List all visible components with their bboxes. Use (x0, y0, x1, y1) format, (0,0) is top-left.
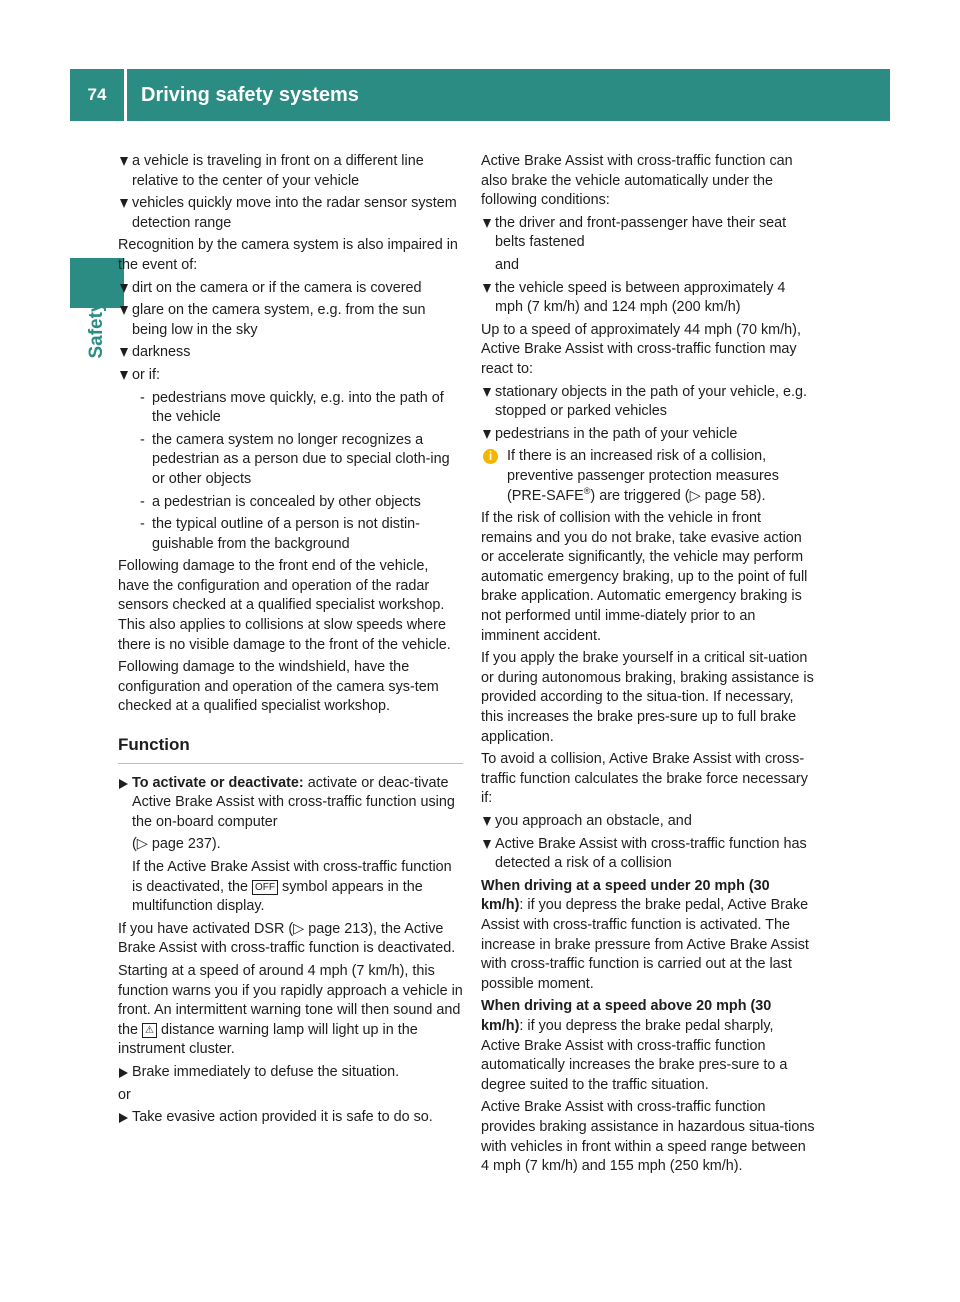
paragraph: Following damage to the windshield, have the configuration and operation of the camera sys-tem checked at a qualified specialist workshop. (118, 659, 439, 715)
instruction-item: Take evasive action provided it is safe to do so. (118, 1108, 463, 1128)
instruction-text: activate or deac-tivate Active Brake Assist with cross-traffic function using the on-board computer (132, 774, 455, 830)
list-item: Active Brake Assist with cross-traffic function has detected a risk of a collision (481, 835, 815, 874)
list-item: dirt on the camera or if the camera is covered (118, 279, 463, 299)
list-item: or if: (118, 366, 463, 386)
instruction-item (118, 774, 463, 833)
brake-assist-off-icon: OFF (252, 880, 278, 895)
text-fragment: If there is an increased risk of a collision, preventive passenger protection measures (PRE-SAFE (507, 448, 779, 504)
paragraph: Up to a speed of approximately 44 mph (70 km/h), Active Brake Assist with cross-traffic function may react to: (481, 321, 801, 377)
paragraph: or (118, 1086, 131, 1103)
sub-list-item: - the camera system no longer recognizes a pedestrian as a person due to special cloth-ing or other objects (118, 431, 463, 490)
paragraph: To avoid a collision, Active Brake Assist with cross-traffic function calculates the brake force necessary if: (481, 751, 808, 807)
list-item: pedestrians in the path of your vehicle (481, 425, 815, 445)
right-column (481, 152, 815, 1180)
text-fragment: : if you depress the brake pedal, Active Brake Assist with cross-traffic function is activated. The increase in brake pressure from Active Brake Assist with cross-traffic function is carried out at the last possible moment. (481, 897, 809, 992)
sub-list-item: - a pedestrian is concealed by other objects (118, 493, 463, 513)
list-item: vehicles quickly move into the radar sensor system detection range (118, 194, 463, 233)
paragraph: and (495, 256, 520, 273)
paragraph: Recognition by the camera system is also impaired in the event of: (118, 237, 458, 273)
text-fragment: If the Active Brake Assist with cross-traffic function is deactivated, the (132, 859, 452, 895)
section-side-label: Safety (86, 301, 107, 359)
bold-label: When driving at a speed under 20 mph (30 km/h) (481, 877, 770, 914)
instruction-label: To activate or deactivate: (132, 774, 304, 791)
info-icon: i (483, 449, 498, 464)
text-fragment: symbol appears in the multifunction display. (132, 878, 423, 915)
list-item: the vehicle speed is between approximately 4 mph (7 km/h) and 124 mph (200 km/h) (481, 279, 815, 318)
sub-list-item: - pedestrians move quickly, e.g. into the path of the vehicle (118, 389, 463, 428)
paragraph: Active Brake Assist with cross-traffic function provides braking assistance in hazardous situa-tions with vehicles in front within a speed range between 4 mph (7 km/h) and 155 mph (250 km/h). (481, 1099, 815, 1175)
list-item: a vehicle is traveling in front on a different line relative to the center of your vehicle (118, 152, 463, 191)
paragraph: If you have activated DSR (▷ page 213), the Active Brake Assist with cross-traffic function is deactivated. (118, 920, 456, 957)
left-column (118, 152, 463, 1131)
page-title: Driving safety systems (127, 69, 890, 121)
list-item: darkness (118, 343, 463, 363)
distance-warning-lamp-icon: ⚠ (142, 1023, 157, 1038)
sub-list-item: - the typical outline of a person is not distin-guishable from the background (118, 515, 463, 554)
page-reference: (▷ page 237). (132, 836, 221, 853)
bold-label: When driving at a speed above 20 mph (30 km/h) (481, 998, 772, 1034)
section-heading: Function (118, 735, 463, 764)
paragraph (481, 997, 815, 1095)
registered-mark: ® (583, 485, 591, 496)
list-item: the driver and front-passenger have their seat belts fastened (481, 214, 815, 253)
page-number: 74 (70, 69, 124, 121)
text-fragment: Starting at a speed of around 4 mph (7 km/h), this function warns you if you rapidly approach a vehicle in front. An intermittent warning tone will then sound and the (118, 962, 463, 1038)
list-item: you approach an obstacle, and (481, 812, 815, 832)
paragraph (118, 962, 463, 1060)
list-item: glare on the camera system, e.g. from the sun being low in the sky (118, 301, 463, 340)
paragraph: If you apply the brake yourself in a critical sit-uation or during autonomous braking, braking assistance is provided according to the situa-tion. If necessary, this increases the brake pres-sure up to full brake application. (481, 650, 814, 745)
text-fragment: ) are triggered (▷ page 58). (590, 487, 766, 504)
paragraph (481, 877, 815, 995)
paragraph: If the risk of collision with the vehicle in front remains and you do not brake, take evasive action or accelerate significantly, the vehicle may perform automatic emergency braking, up to the point of full brake application. Automatic emergency braking is not performed until imme-diately prior to an imminent accident. (481, 510, 808, 644)
text-fragment: : if you depress the brake pedal sharply, Active Brake Assist with cross-traffic function automatically increases the brake pres-sure to a degree suited to the traffic situation. (481, 1017, 788, 1093)
text-fragment: distance warning lamp will light up in the instrument cluster. (118, 1021, 418, 1058)
info-note (481, 447, 815, 506)
paragraph: Active Brake Assist with cross-traffic function can also brake the vehicle automatically under the following conditions: (481, 153, 793, 209)
paragraph (118, 858, 463, 917)
paragraph: Following damage to the front end of the vehicle, have the configuration and operation of the radar sensors checked at a qualified specialist workshop. This also applies to collisions at slow speeds where there is no visible damage to the front of the vehicle. (118, 558, 451, 653)
instruction-item: Brake immediately to defuse the situation. (118, 1063, 463, 1083)
list-item: stationary objects in the path of your vehicle, e.g. stopped or parked vehicles (481, 383, 815, 422)
